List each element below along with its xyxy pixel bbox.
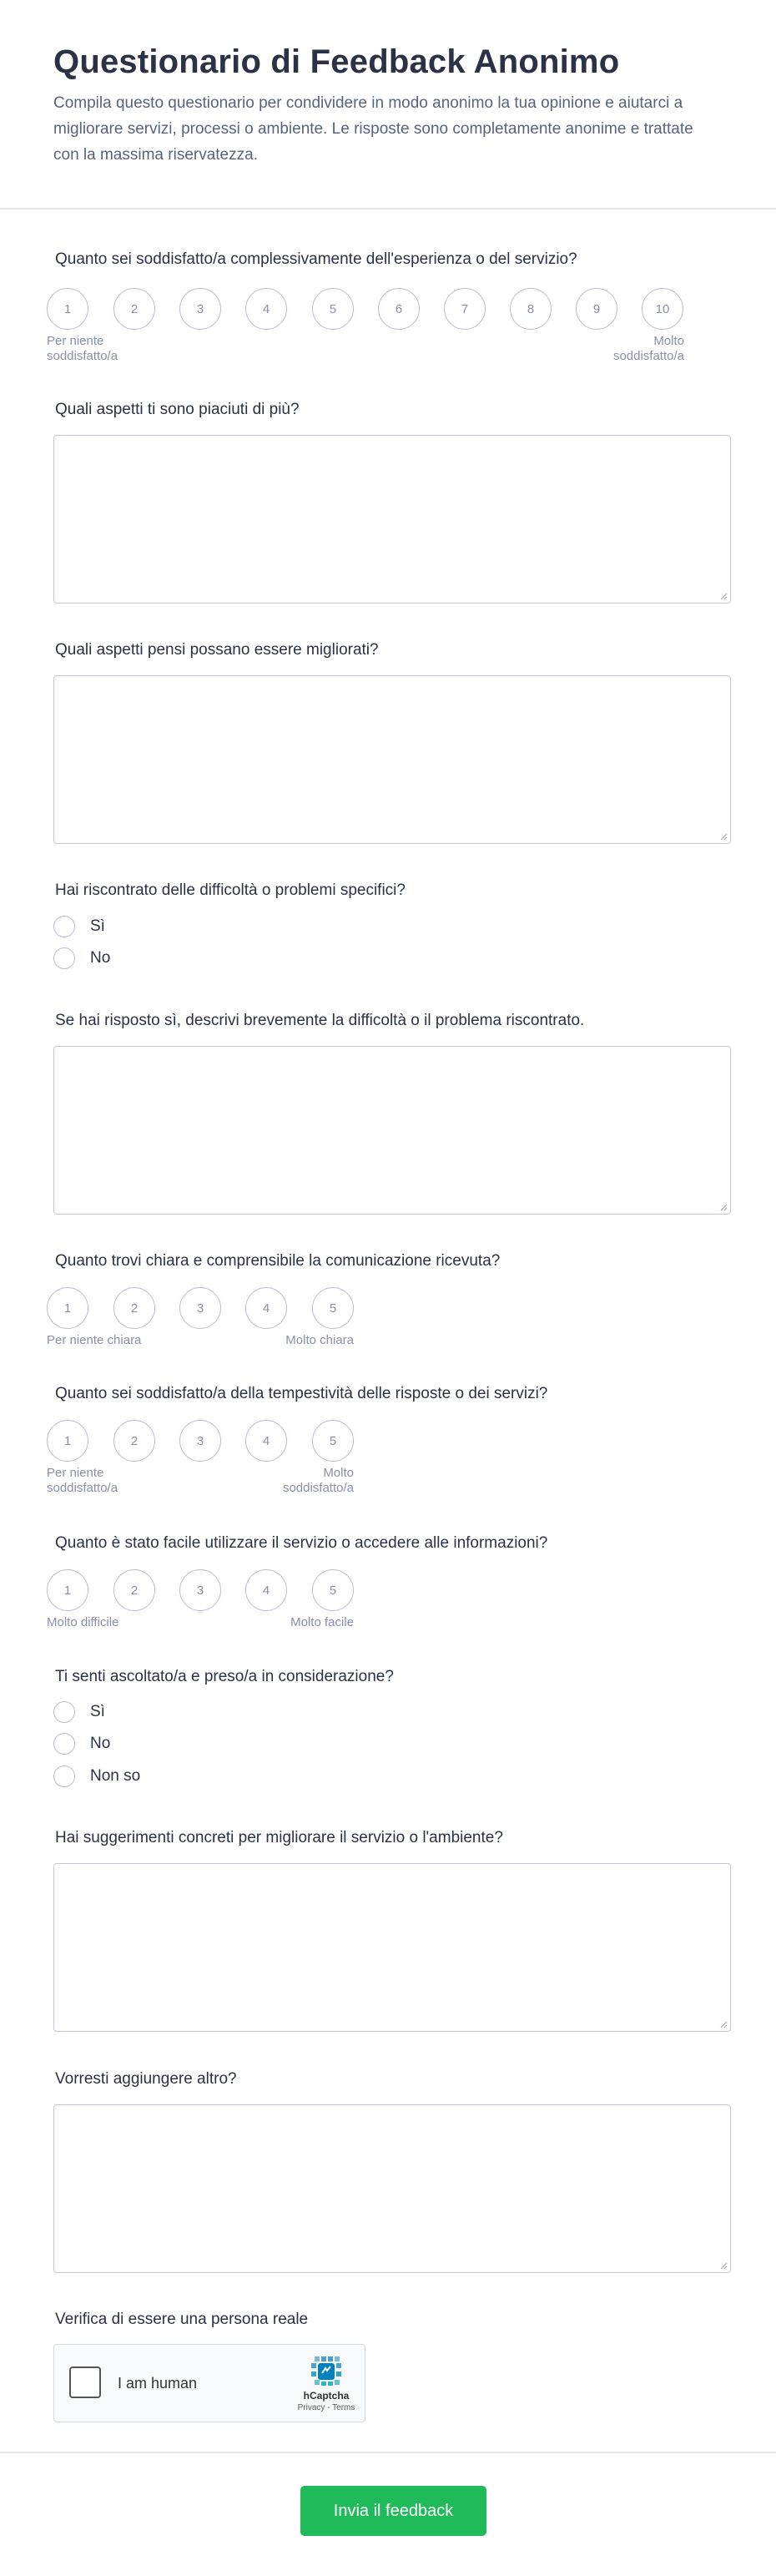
q2-label: Quali aspetti ti sono piaciuti di più? bbox=[55, 401, 300, 418]
resize-handle-icon[interactable] bbox=[719, 1203, 728, 1211]
q1-option-5[interactable]: 5 bbox=[312, 288, 354, 330]
q9-option-si[interactable] bbox=[53, 1701, 105, 1723]
form-header bbox=[0, 0, 776, 210]
q7-max-label: Molto soddisfatto/a bbox=[282, 1466, 354, 1495]
resize-handle-icon[interactable] bbox=[719, 2261, 728, 2270]
q8-max-label: Molto facile bbox=[290, 1615, 354, 1629]
q4-option-si[interactable] bbox=[53, 916, 105, 937]
q7-label: Quanto sei soddisfatto/a della tempestività delle risposte o dei servizi? bbox=[55, 1385, 548, 1402]
q7-option-4[interactable]: 4 bbox=[245, 1420, 287, 1462]
q1-option-7[interactable]: 7 bbox=[444, 288, 486, 330]
hcaptcha-logo-icon bbox=[310, 2355, 343, 2387]
q1-option-1[interactable]: 1 bbox=[47, 288, 88, 330]
q1-option-3[interactable]: 3 bbox=[179, 288, 221, 330]
q1-max-label: Molto soddisfatto/a bbox=[612, 334, 684, 363]
radio-button[interactable] bbox=[53, 947, 75, 969]
form-description: Compila questo questionario per condividere in modo anonimo la tua opinione e aiutarci a migliorare servizi, processi o ambiente. Le risposte sono completamente anonime e trattate con la massima riservatezza. bbox=[53, 94, 693, 164]
q4-label: Hai riscontrato delle difficoltà o problemi specifici? bbox=[55, 881, 406, 899]
q1-option-8[interactable]: 8 bbox=[510, 288, 552, 330]
q1-label: Quanto sei soddisfatto/a complessivamente dell'esperienza o del servizio? bbox=[55, 250, 577, 268]
q8-option-4[interactable]: 4 bbox=[245, 1569, 287, 1611]
submit-button[interactable]: Invia il feedback bbox=[300, 2486, 486, 2536]
captcha-widget bbox=[53, 2344, 365, 2422]
radio-label: No bbox=[90, 949, 111, 967]
captcha-label: Verifica di essere una persona reale bbox=[55, 2311, 309, 2328]
form-footer bbox=[0, 2452, 776, 2576]
q9-option-no[interactable] bbox=[53, 1733, 110, 1755]
q6-label: Quanto trovi chiara e comprensibile la comunicazione ricevuta? bbox=[55, 1252, 501, 1270]
q10-textarea[interactable] bbox=[53, 1863, 731, 2032]
q8-option-5[interactable]: 5 bbox=[312, 1569, 354, 1611]
q1-option-10[interactable]: 10 bbox=[642, 288, 683, 330]
q7-option-3[interactable]: 3 bbox=[179, 1420, 221, 1462]
q3-label: Quali aspetti pensi possano essere migliorati? bbox=[55, 641, 379, 659]
q7-option-2[interactable]: 2 bbox=[113, 1420, 155, 1462]
q8-option-2[interactable]: 2 bbox=[113, 1569, 155, 1611]
q7-min-label: Per niente soddisfatto/a bbox=[47, 1466, 118, 1495]
q4-option-no[interactable] bbox=[53, 947, 110, 969]
q6-option-3[interactable]: 3 bbox=[179, 1287, 221, 1329]
radio-label: Sì bbox=[90, 1703, 105, 1720]
captcha-checkbox[interactable] bbox=[69, 2366, 101, 2398]
radio-label: Non so bbox=[90, 1767, 141, 1785]
resize-handle-icon[interactable] bbox=[719, 832, 728, 841]
captcha-checkbox-text: I am human bbox=[118, 2375, 198, 2392]
form-title: Questionario di Feedback Anonimo bbox=[53, 43, 620, 80]
resize-handle-icon[interactable] bbox=[719, 592, 728, 600]
radio-label: No bbox=[90, 1735, 111, 1752]
q5-textarea[interactable] bbox=[53, 1046, 731, 1215]
q1-option-2[interactable]: 2 bbox=[113, 288, 155, 330]
q3-textarea[interactable] bbox=[53, 675, 731, 844]
radio-label: Sì bbox=[90, 917, 105, 935]
q10-label: Hai suggerimenti concreti per migliorare il servizio o l'ambiente? bbox=[55, 1829, 503, 1846]
q5-label: Se hai risposto sì, descrivi brevemente la difficoltà o il problema riscontrato. bbox=[55, 1012, 585, 1029]
q6-option-5[interactable]: 5 bbox=[312, 1287, 354, 1329]
q9-label: Ti senti ascoltato/a e preso/a in considerazione? bbox=[55, 1668, 394, 1685]
captcha-brand: hCaptcha bbox=[303, 2390, 350, 2402]
q1-option-4[interactable]: 4 bbox=[245, 288, 287, 330]
q11-textarea[interactable] bbox=[53, 2104, 731, 2273]
q11-label: Vorresti aggiungere altro? bbox=[55, 2070, 237, 2088]
q6-option-2[interactable]: 2 bbox=[113, 1287, 155, 1329]
q8-label: Quanto è stato facile utilizzare il servizio o accedere alle informazioni? bbox=[55, 1534, 548, 1552]
radio-button[interactable] bbox=[53, 1701, 75, 1723]
radio-button[interactable] bbox=[53, 1765, 75, 1787]
q6-option-1[interactable]: 1 bbox=[47, 1287, 88, 1329]
q9-option-non-so[interactable] bbox=[53, 1765, 140, 1787]
q1-option-6[interactable]: 6 bbox=[378, 288, 420, 330]
q6-option-4[interactable]: 4 bbox=[245, 1287, 287, 1329]
radio-button[interactable] bbox=[53, 1733, 75, 1755]
q8-option-3[interactable]: 3 bbox=[179, 1569, 221, 1611]
q8-option-1[interactable]: 1 bbox=[47, 1569, 88, 1611]
q1-min-label: Per niente soddisfatto/a bbox=[47, 334, 118, 363]
q7-option-1[interactable]: 1 bbox=[47, 1420, 88, 1462]
q8-min-label: Molto difficile bbox=[47, 1615, 119, 1629]
q1-option-9[interactable]: 9 bbox=[576, 288, 617, 330]
q7-option-5[interactable]: 5 bbox=[312, 1420, 354, 1462]
captcha-privacy-terms-link[interactable]: Privacy - Terms bbox=[297, 2403, 355, 2412]
radio-button[interactable] bbox=[53, 916, 75, 937]
q2-textarea[interactable] bbox=[53, 435, 731, 604]
q6-max-label: Molto chiara bbox=[285, 1333, 354, 1347]
q6-min-label: Per niente chiara bbox=[47, 1333, 142, 1347]
resize-handle-icon[interactable] bbox=[719, 2020, 728, 2028]
